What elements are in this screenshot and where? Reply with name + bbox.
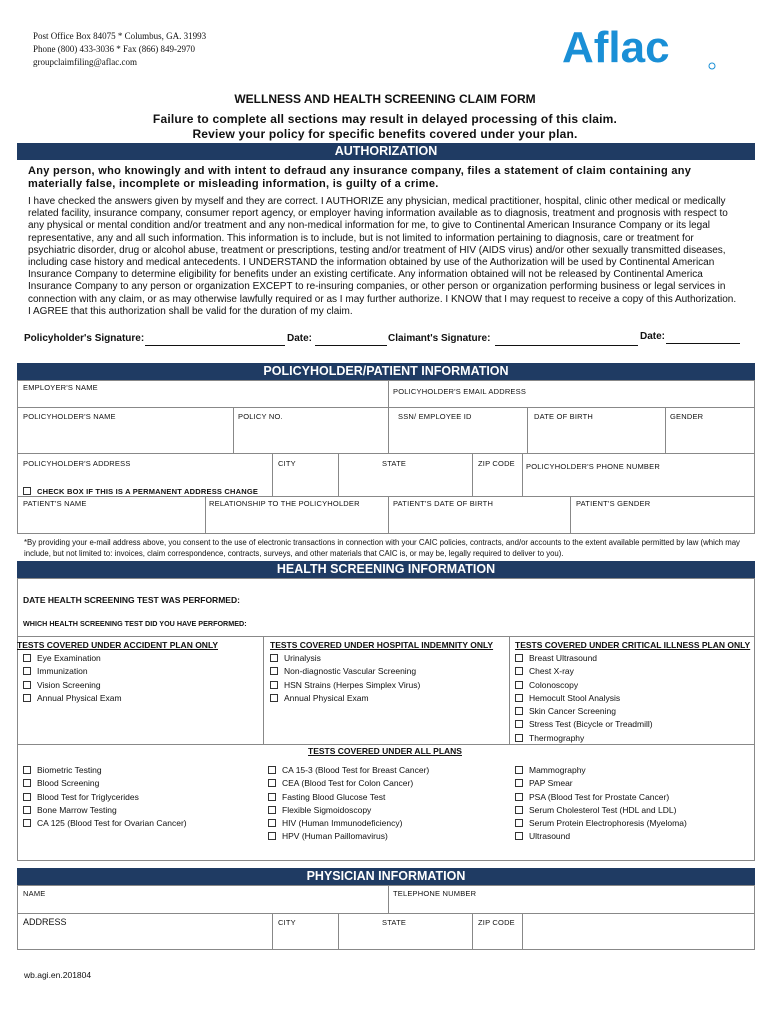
svg-text:Aflac: Aflac [562, 23, 670, 72]
contact-phone: Phone (800) 433-3036 * Fax (866) 849-2970 [33, 44, 195, 54]
relationship-label[interactable]: RELATIONSHIP TO THE POLICYHOLDER [209, 499, 360, 508]
claimant-signature-field[interactable] [495, 345, 638, 346]
list-item[interactable]: Eye Examination [23, 652, 122, 665]
checkbox-icon[interactable] [23, 667, 31, 675]
list-item[interactable]: Biometric Testing [23, 764, 187, 777]
permanent-address-label: CHECK BOX IF THIS IS A PERMANENT ADDRESS CHANGE [37, 487, 259, 496]
list-item[interactable]: HIV (Human Immunodeficiency) [268, 817, 429, 830]
all-plans-list-1 [23, 764, 187, 830]
list-item[interactable]: Flexible Sigmoidoscopy [268, 804, 429, 817]
checkbox-icon[interactable] [23, 487, 31, 495]
subtitle-2: Review your policy for specific benefits covered under your plan. [192, 127, 578, 141]
date-field-2[interactable] [666, 343, 740, 344]
checkbox-icon[interactable] [23, 654, 31, 662]
checkbox-icon[interactable] [270, 654, 278, 662]
checkbox-icon[interactable] [268, 819, 276, 827]
list-item[interactable]: Vision Screening [23, 679, 122, 692]
patient-gender-label[interactable]: PATIENT'S GENDER [576, 499, 651, 508]
address-label[interactable]: POLICYHOLDER'S ADDRESS [23, 459, 131, 468]
list-item[interactable]: Annual Physical Exam [270, 692, 420, 705]
list-item[interactable]: Blood Test for Triglycerides [23, 791, 187, 804]
list-item[interactable]: Serum Protein Electrophoresis (Myeloma) [515, 817, 687, 830]
physician-zip-label[interactable]: ZIP CODE [478, 918, 515, 927]
contact-block [33, 30, 206, 69]
patient-name-label[interactable]: PATIENT'S NAME [23, 499, 87, 508]
list-item[interactable]: Bone Marrow Testing [23, 804, 187, 817]
checkbox-icon[interactable] [515, 766, 523, 774]
list-item[interactable]: Non-diagnostic Vascular Screening [270, 665, 420, 678]
critical-list [515, 652, 653, 745]
checkbox-icon[interactable] [270, 681, 278, 689]
physician-heading: PHYSICIAN INFORMATION [17, 868, 755, 885]
date-label-2: Date: [640, 331, 666, 342]
checkbox-icon[interactable] [270, 694, 278, 702]
list-item[interactable]: Annual Physical Exam [23, 692, 122, 705]
subtitle-1: Failure to complete all sections may result in delayed processing of this claim. [152, 112, 618, 126]
screening-heading: HEALTH SCREENING INFORMATION [17, 561, 755, 578]
date-field-1[interactable] [315, 345, 387, 346]
checkbox-icon[interactable] [515, 654, 523, 662]
permanent-address-checkbox[interactable] [23, 487, 258, 496]
claimant-signature-label: Claimant's Signature: [388, 333, 491, 344]
list-item[interactable]: Breast Ultrasound [515, 652, 653, 665]
city-label[interactable]: CITY [278, 459, 296, 468]
list-item[interactable]: CA 125 (Blood Test for Ovarian Cancer) [23, 817, 187, 830]
state-label[interactable]: STATE [382, 459, 407, 468]
checkbox-icon[interactable] [23, 681, 31, 689]
list-item[interactable]: Mammography [515, 764, 687, 777]
date-performed-label[interactable]: DATE HEALTH SCREENING TEST WAS PERFORMED: [23, 595, 240, 605]
which-test-label: WHICH HEALTH SCREENING TEST DID YOU HAVE PERFORMED: [23, 619, 247, 628]
list-item[interactable]: CA 15-3 (Blood Test for Breast Cancer) [268, 764, 429, 777]
checkbox-icon[interactable] [515, 707, 523, 715]
policyholder-name-label[interactable]: POLICYHOLDER'S NAME [23, 412, 116, 421]
list-item[interactable]: Ultrasound [515, 830, 687, 843]
list-item[interactable]: Thermography [515, 732, 653, 745]
list-item[interactable]: Skin Cancer Screening [515, 705, 653, 718]
authorization-text: I have checked the answers given by myself and they are correct. I AUTHORIZE any physician, medical practitioner, hospital, clinic other medical or medically related facility, insurance company, consumer report agency, or employer having information available as to diagnosis, treatment and prognosis with respect to any physical or mental condition and/or treatment and any non-medical information for me, to give to Continental American Insurance Company or its legal representative, any and all such information. This information is to include, but is not limited to information pertaining to diagnosis, care or treatment for psychiatric disorder, drug or alcohol abuse, treatment or prescriptions, testing and/or treatment of HIV (AIDS virus) and/or other sexually transmitted diseases, including case history and medical antecedents. I UNDERSTAND the information obtained by use of the Authorization will be used by Continental American Insurance Company to determine eligibility for benefits under an existing certificate. Any information obtained will not be released by Continental America Insurance Company to any person or organization EXCEPT to re-insuring companies, or other person or organization performing business or legal services in connection with any claim, or as may otherwise lawfully required or as I may further authorize. I KNOW that I may request to receive a copy of this Authorization. I AGREE that this authorization shall be valid for the duration of my claim. [28, 196, 737, 317]
checkbox-icon[interactable] [515, 734, 523, 742]
form-title: WELLNESS AND HEALTH SCREENING CLAIM FORM [234, 92, 536, 106]
aflac-logo [560, 16, 730, 72]
list-item[interactable]: Chest X-ray [515, 665, 653, 678]
ssn-label[interactable]: SSN/ EMPLOYEE ID [398, 412, 472, 421]
employer-name-label[interactable]: EMPLOYER'S NAME [23, 383, 98, 392]
checkbox-icon[interactable] [515, 667, 523, 675]
date-label-1: Date: [287, 333, 313, 344]
list-item[interactable]: HSN Strains (Herpes Simplex Virus) [270, 679, 420, 692]
contact-address: Post Office Box 84075 * Columbus, GA. 31993 [33, 31, 207, 41]
checkbox-icon[interactable] [515, 806, 523, 814]
hospital-plan-heading: TESTS COVERED UNDER HOSPITAL INDEMNITY ONLY [270, 640, 494, 650]
checkbox-icon[interactable] [515, 793, 523, 801]
checkbox-icon[interactable] [268, 766, 276, 774]
list-item[interactable]: Stress Test (Bicycle or Treadmill) [515, 718, 653, 731]
checkbox-icon[interactable] [23, 793, 31, 801]
phone-label[interactable]: POLICYHOLDER'S PHONE NUMBER [526, 462, 660, 471]
checkbox-icon[interactable] [23, 779, 31, 787]
checkbox-icon[interactable] [515, 779, 523, 787]
list-item[interactable]: HPV (Human Paillomavirus) [268, 830, 429, 843]
list-item[interactable]: Hemocult Stool Analysis [515, 692, 653, 705]
checkbox-icon[interactable] [515, 720, 523, 728]
checkbox-icon[interactable] [515, 681, 523, 689]
accident-list [23, 652, 122, 705]
patient-dob-label[interactable]: PATIENT'S DATE OF BIRTH [393, 499, 494, 508]
checkbox-icon[interactable] [268, 832, 276, 840]
physician-phone-label[interactable]: TELEPHONE NUMBER [393, 889, 477, 898]
list-item[interactable]: CEA (Blood Test for Colon Cancer) [268, 777, 429, 790]
checkbox-icon[interactable] [23, 694, 31, 702]
fraud-warning: Any person, who knowingly and with intent to defraud any insurance company, files a statement of claim containing any materially false, incomplete or misleading information, is guilty of a crime. [28, 165, 692, 190]
checkbox-icon[interactable] [270, 667, 278, 675]
list-item[interactable]: Urinalysis [270, 652, 420, 665]
list-item[interactable]: PAP Smear [515, 777, 687, 790]
physician-name-label[interactable]: NAME [23, 889, 46, 898]
list-item[interactable]: Colonoscopy [515, 679, 653, 692]
patient-info-heading: POLICYHOLDER/PATIENT INFORMATION [17, 363, 755, 380]
checkbox-icon[interactable] [268, 806, 276, 814]
policyholder-signature-field[interactable] [145, 345, 285, 346]
email-label[interactable]: POLICYHOLDER'S EMAIL ADDRESS [393, 387, 527, 396]
checkbox-icon[interactable] [515, 694, 523, 702]
list-item[interactable]: Blood Screening [23, 777, 187, 790]
zip-label[interactable]: ZIP CODE [478, 459, 515, 468]
checkbox-icon[interactable] [268, 793, 276, 801]
all-plans-heading: TESTS COVERED UNDER ALL PLANS [308, 746, 462, 756]
duck-icon [560, 16, 730, 72]
checkbox-icon[interactable] [23, 819, 31, 827]
authorization-heading: AUTHORIZATION [17, 143, 755, 160]
email-consent-note: *By providing your e-mail address above, you consent to the use of electronic transactions in connection with your CAIC policies, contracts, and/or accounts to the extent available permitted by law (which may include, but not limited to: invoices, claim correspondence, contracts, surveys, and other materials that CAIC is, or may be, legally required to deliver to you). [24, 538, 740, 558]
physician-address-label[interactable]: ADDRESS [23, 917, 67, 927]
physician-city-label[interactable]: CITY [278, 918, 296, 927]
hospital-list [270, 652, 420, 705]
list-item[interactable]: Serum Cholesterol Test (HDL and LDL) [515, 804, 687, 817]
patient-info-grid [17, 380, 755, 534]
critical-plan-heading: TESTS COVERED UNDER CRITICAL ILLNESS PLAN ONLY [515, 640, 751, 650]
policyholder-signature-label: Policyholder's Signature: [24, 333, 145, 344]
form-code: wb.agi.en.201804 [24, 970, 92, 980]
checkbox-icon[interactable] [515, 819, 523, 827]
all-plans-list-2 [268, 764, 429, 844]
checkbox-icon[interactable] [268, 779, 276, 787]
contact-email: groupclaimfiling@aflac.com [33, 57, 138, 67]
policy-no-label[interactable]: POLICY NO. [238, 412, 283, 421]
checkbox-icon[interactable] [515, 832, 523, 840]
list-item[interactable]: Fasting Blood Glucose Test [268, 791, 429, 804]
checkbox-icon[interactable] [23, 806, 31, 814]
checkbox-icon[interactable] [23, 766, 31, 774]
list-item[interactable]: Immunization [23, 665, 122, 678]
accident-plan-heading: TESTS COVERED UNDER ACCIDENT PLAN ONLY [17, 640, 219, 650]
physician-state-label[interactable]: STATE [382, 918, 407, 927]
dob-label[interactable]: DATE OF BIRTH [534, 412, 593, 421]
all-plans-list-3 [515, 764, 687, 844]
list-item[interactable]: PSA (Blood Test for Prostate Cancer) [515, 791, 687, 804]
gender-label[interactable]: GENDER [670, 412, 704, 421]
